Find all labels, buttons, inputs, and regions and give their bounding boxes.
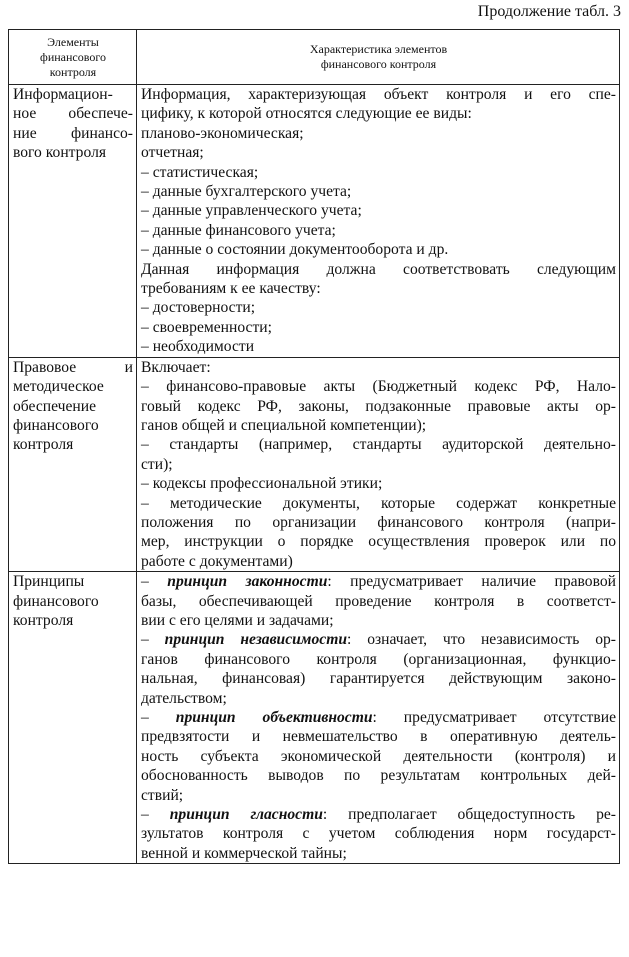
header-line: финансового xyxy=(40,49,106,64)
characteristic-line: – стандарты (например, стандарты аудиторской деятельно- xyxy=(141,436,616,454)
characteristic-line: отчетная; xyxy=(141,144,204,162)
characteristic-line: говый кодекс РФ, законы, подзаконные правовые акты ор- xyxy=(141,397,616,415)
table-row xyxy=(9,85,620,358)
principle-name: принцип независимости xyxy=(164,631,348,649)
characteristic-line: – своевременности; xyxy=(141,318,272,336)
principle-name: принцип объективности xyxy=(175,709,373,726)
header-line: Элементы xyxy=(47,34,99,49)
characteristic-cell xyxy=(137,357,620,571)
characteristic-line: – принцип законности: предусматривает наличие правовой xyxy=(141,573,616,591)
characteristic-line: сти); xyxy=(141,455,173,473)
financial-control-table xyxy=(8,29,620,864)
principle-description: : предусматривает отсутствие xyxy=(372,709,616,726)
principle-description: : означает, что независимость ор- xyxy=(347,631,617,649)
element-name-line: финансового xyxy=(13,592,99,610)
table-row xyxy=(9,572,620,864)
characteristic-line: – данные финансового учета; xyxy=(141,221,336,239)
characteristic-cell xyxy=(137,85,620,358)
characteristic-line: ность субъекта экономической деятельности (контроля) и xyxy=(141,747,616,765)
characteristic-line: зультатов контроля с учетом соблюдения норм государст- xyxy=(141,825,616,843)
characteristic-line: – достоверности; xyxy=(141,299,256,317)
characteristic-line: – методические документы, которые содержат конкретные xyxy=(141,494,616,512)
principle-description: : предусматривает наличие правовой xyxy=(327,573,616,591)
table-header-row xyxy=(9,30,620,85)
characteristic-line: цифику, к которой относятся следующие ее виды: xyxy=(141,105,472,123)
element-name-line: контроля xyxy=(13,611,74,629)
principle-name: принцип законности xyxy=(167,573,328,591)
characteristic-line: Информация, характеризующая объект контроля и его спе- xyxy=(141,86,616,103)
characteristic-line: венной и коммерческой тайны; xyxy=(141,844,347,862)
characteristic-line: дательством; xyxy=(141,689,227,707)
characteristic-line: ганов финансового контроля (организационная, функцио- xyxy=(141,650,616,668)
header-line: контроля xyxy=(49,64,97,79)
table-continuation-note: Продолжение табл. 3 xyxy=(477,3,621,20)
characteristic-line: мер, инструкции о порядке осуществления проверок или по xyxy=(141,533,616,551)
element-name-line: Правовое и xyxy=(13,358,133,376)
principle-name: принцип гласности xyxy=(169,806,323,824)
element-name-line: вого контроля xyxy=(13,144,107,162)
header-elements xyxy=(9,30,137,85)
characteristic-line: – статистическая; xyxy=(141,163,259,181)
characteristic-line: планово-экономическая; xyxy=(141,124,304,142)
element-name-cell xyxy=(9,357,137,571)
element-name-line: методическое xyxy=(13,378,104,396)
characteristic-line: – необходимости xyxy=(141,338,255,356)
principle-description: : предполагает общедоступность ре- xyxy=(322,806,616,824)
characteristic-line: положения по организации финансового контроля (напри- xyxy=(141,513,616,531)
element-name-cell xyxy=(9,572,137,864)
characteristic-line: – данные о состоянии документооборота и др. xyxy=(141,241,449,259)
characteristic-line: нальная, финансовая) гарантируется действующим законо- xyxy=(141,670,616,688)
element-name-cell xyxy=(9,85,137,358)
characteristic-line: Данная информация должна соответствовать следующим xyxy=(141,260,616,278)
characteristic-line: – принцип независимости: означает, что независимость ор- xyxy=(141,631,617,649)
header-line: финансового контроля xyxy=(320,57,437,71)
characteristic-line: базы, обеспечивающей проведение контроля в соответст- xyxy=(141,592,616,610)
characteristic-line: ствий; xyxy=(141,786,184,804)
header-characteristics xyxy=(137,30,620,85)
element-name-line: Принципы xyxy=(13,573,85,591)
characteristic-line: работе с документами) xyxy=(141,552,293,570)
element-name-line: Информацион- xyxy=(13,86,113,103)
characteristic-line: – данные бухгалтерского учета; xyxy=(141,183,352,201)
element-name-line: ние финансо- xyxy=(13,124,133,142)
characteristic-cell xyxy=(137,572,620,864)
characteristic-line: требованиям к ее качеству: xyxy=(141,280,321,298)
characteristic-line: обоснованность выводов по результатам контрольных дей- xyxy=(141,767,616,785)
header-line: Характеристика элементов xyxy=(309,42,448,56)
element-name-line: контроля xyxy=(13,436,74,454)
characteristic-line: – кодексы профессиональной этики; xyxy=(141,475,383,493)
characteristic-line: Включает: xyxy=(141,358,211,376)
element-name-line: ное обеспече- xyxy=(13,105,133,123)
element-name-line: финансового xyxy=(13,416,99,434)
characteristic-line: – принцип объективности: предусматривает отсутствие xyxy=(141,709,616,726)
characteristic-line: предвзятости и невмешательство в оперативную деятель- xyxy=(141,728,616,746)
characteristic-line: ганов общей и специальной компетенции); xyxy=(141,416,427,434)
characteristic-line: – данные управленческого учета; xyxy=(141,202,362,220)
characteristic-line: – принцип гласности: предполагает общедоступность ре- xyxy=(141,806,616,824)
characteristic-line: – финансово-правовые акты (Бюджетный кодекс РФ, Нало- xyxy=(141,378,616,396)
table-row xyxy=(9,357,620,571)
characteristic-line: вии с его целями и задачами; xyxy=(141,611,334,629)
element-name-line: обеспечение xyxy=(13,397,97,415)
